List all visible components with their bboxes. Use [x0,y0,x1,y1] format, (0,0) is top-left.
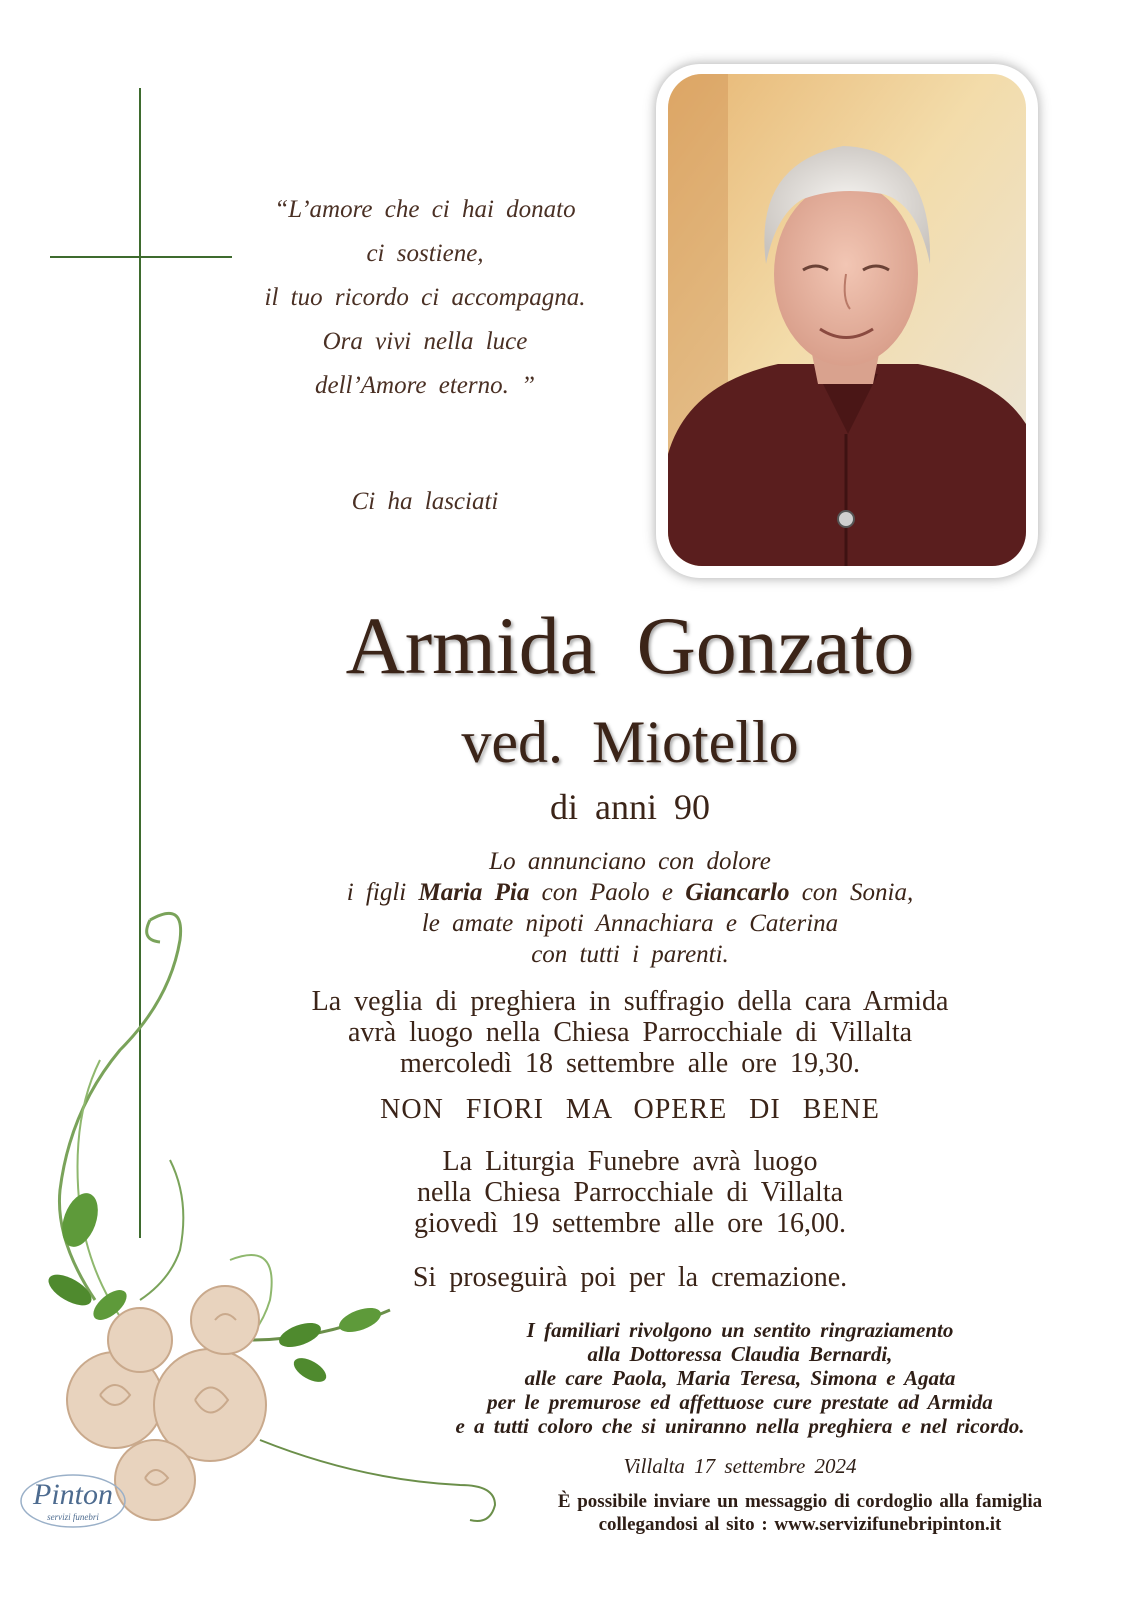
child-name: Maria Pia [418,879,530,906]
condolence-info [500,1490,1100,1536]
vigil-line: La veglia di preghiera in suffragio della cara Armida [311,986,949,1017]
thanks-line: I familiari rivolgono un sentito ringraziamento [526,1318,954,1342]
deceased-married-name: ved. Miotello [461,709,799,775]
liturgy-line: giovedì 19 settembre alle ore 16,00. [414,1208,846,1239]
quote-line: “L’amore che ci hai donato [274,196,576,223]
deceased-name: Armida Gonzato [345,600,915,691]
logo-name: Pinton [33,1478,113,1511]
portrait-illustration [668,74,1026,566]
child-name: Giancarlo [685,879,790,906]
liturgy-line: nella Chiesa Parrocchiale di Villalta [416,1177,844,1208]
liturgy-line: La Liturgia Funebre avrà luogo [442,1146,818,1177]
text: con Paolo e [529,879,686,906]
announcement-line: Lo annunciano con dolore [489,848,771,875]
cremation-note: Si proseguirà poi per la cremazione. [412,1262,848,1293]
memorial-quote [240,188,610,408]
quote-line: ci sostiene, [366,240,484,267]
announcement-line: le amate nipoti Annachiara e Caterina [421,910,839,937]
vigil-line: mercoledì 18 settembre alle ore 19,30. [400,1048,860,1079]
thanks-line: e a tutti coloro che si uniranno nella preghiera e nel ricordo. [455,1414,1025,1438]
quote-line: dell’Amore eterno. ” [314,372,536,399]
text: i figli [346,879,419,906]
thanks-line: alle care Paola, Maria Teresa, Simona e Agata [524,1366,956,1390]
announcement-line: con tutti i parenti. [531,941,729,968]
intro-text: Ci ha lasciati [351,488,499,515]
condolence-website[interactable]: collegandosi al sito : www.servizifunebripinton.it [598,1514,1002,1535]
logo-tagline: servizi funebri [47,1512,99,1522]
cross-icon-arm [50,256,232,258]
condolence-line: È possibile inviare un messaggio di cordoglio alla famiglia [557,1491,1043,1512]
portrait-photo [668,74,1026,566]
thanks-line: alla Dottoressa Claudia Bernardi, [587,1342,893,1366]
no-flowers-notice: NON FIORI MA OPERE DI BENE [380,1094,880,1125]
quote-line: Ora vivi nella luce [322,328,528,355]
quote-line: il tuo ricordo ci accompagna. [264,284,586,311]
deceased-age: di anni 90 [550,787,710,827]
vigil-line: avrà luogo nella Chiesa Parrocchiale di Villalta [347,1017,913,1048]
text: con Sonia, [789,879,914,906]
thanks-line: per le premurose ed affettuose cure prestate ad Armida [487,1390,993,1414]
date-place: Villalta 17 settembre 2024 [623,1454,857,1478]
